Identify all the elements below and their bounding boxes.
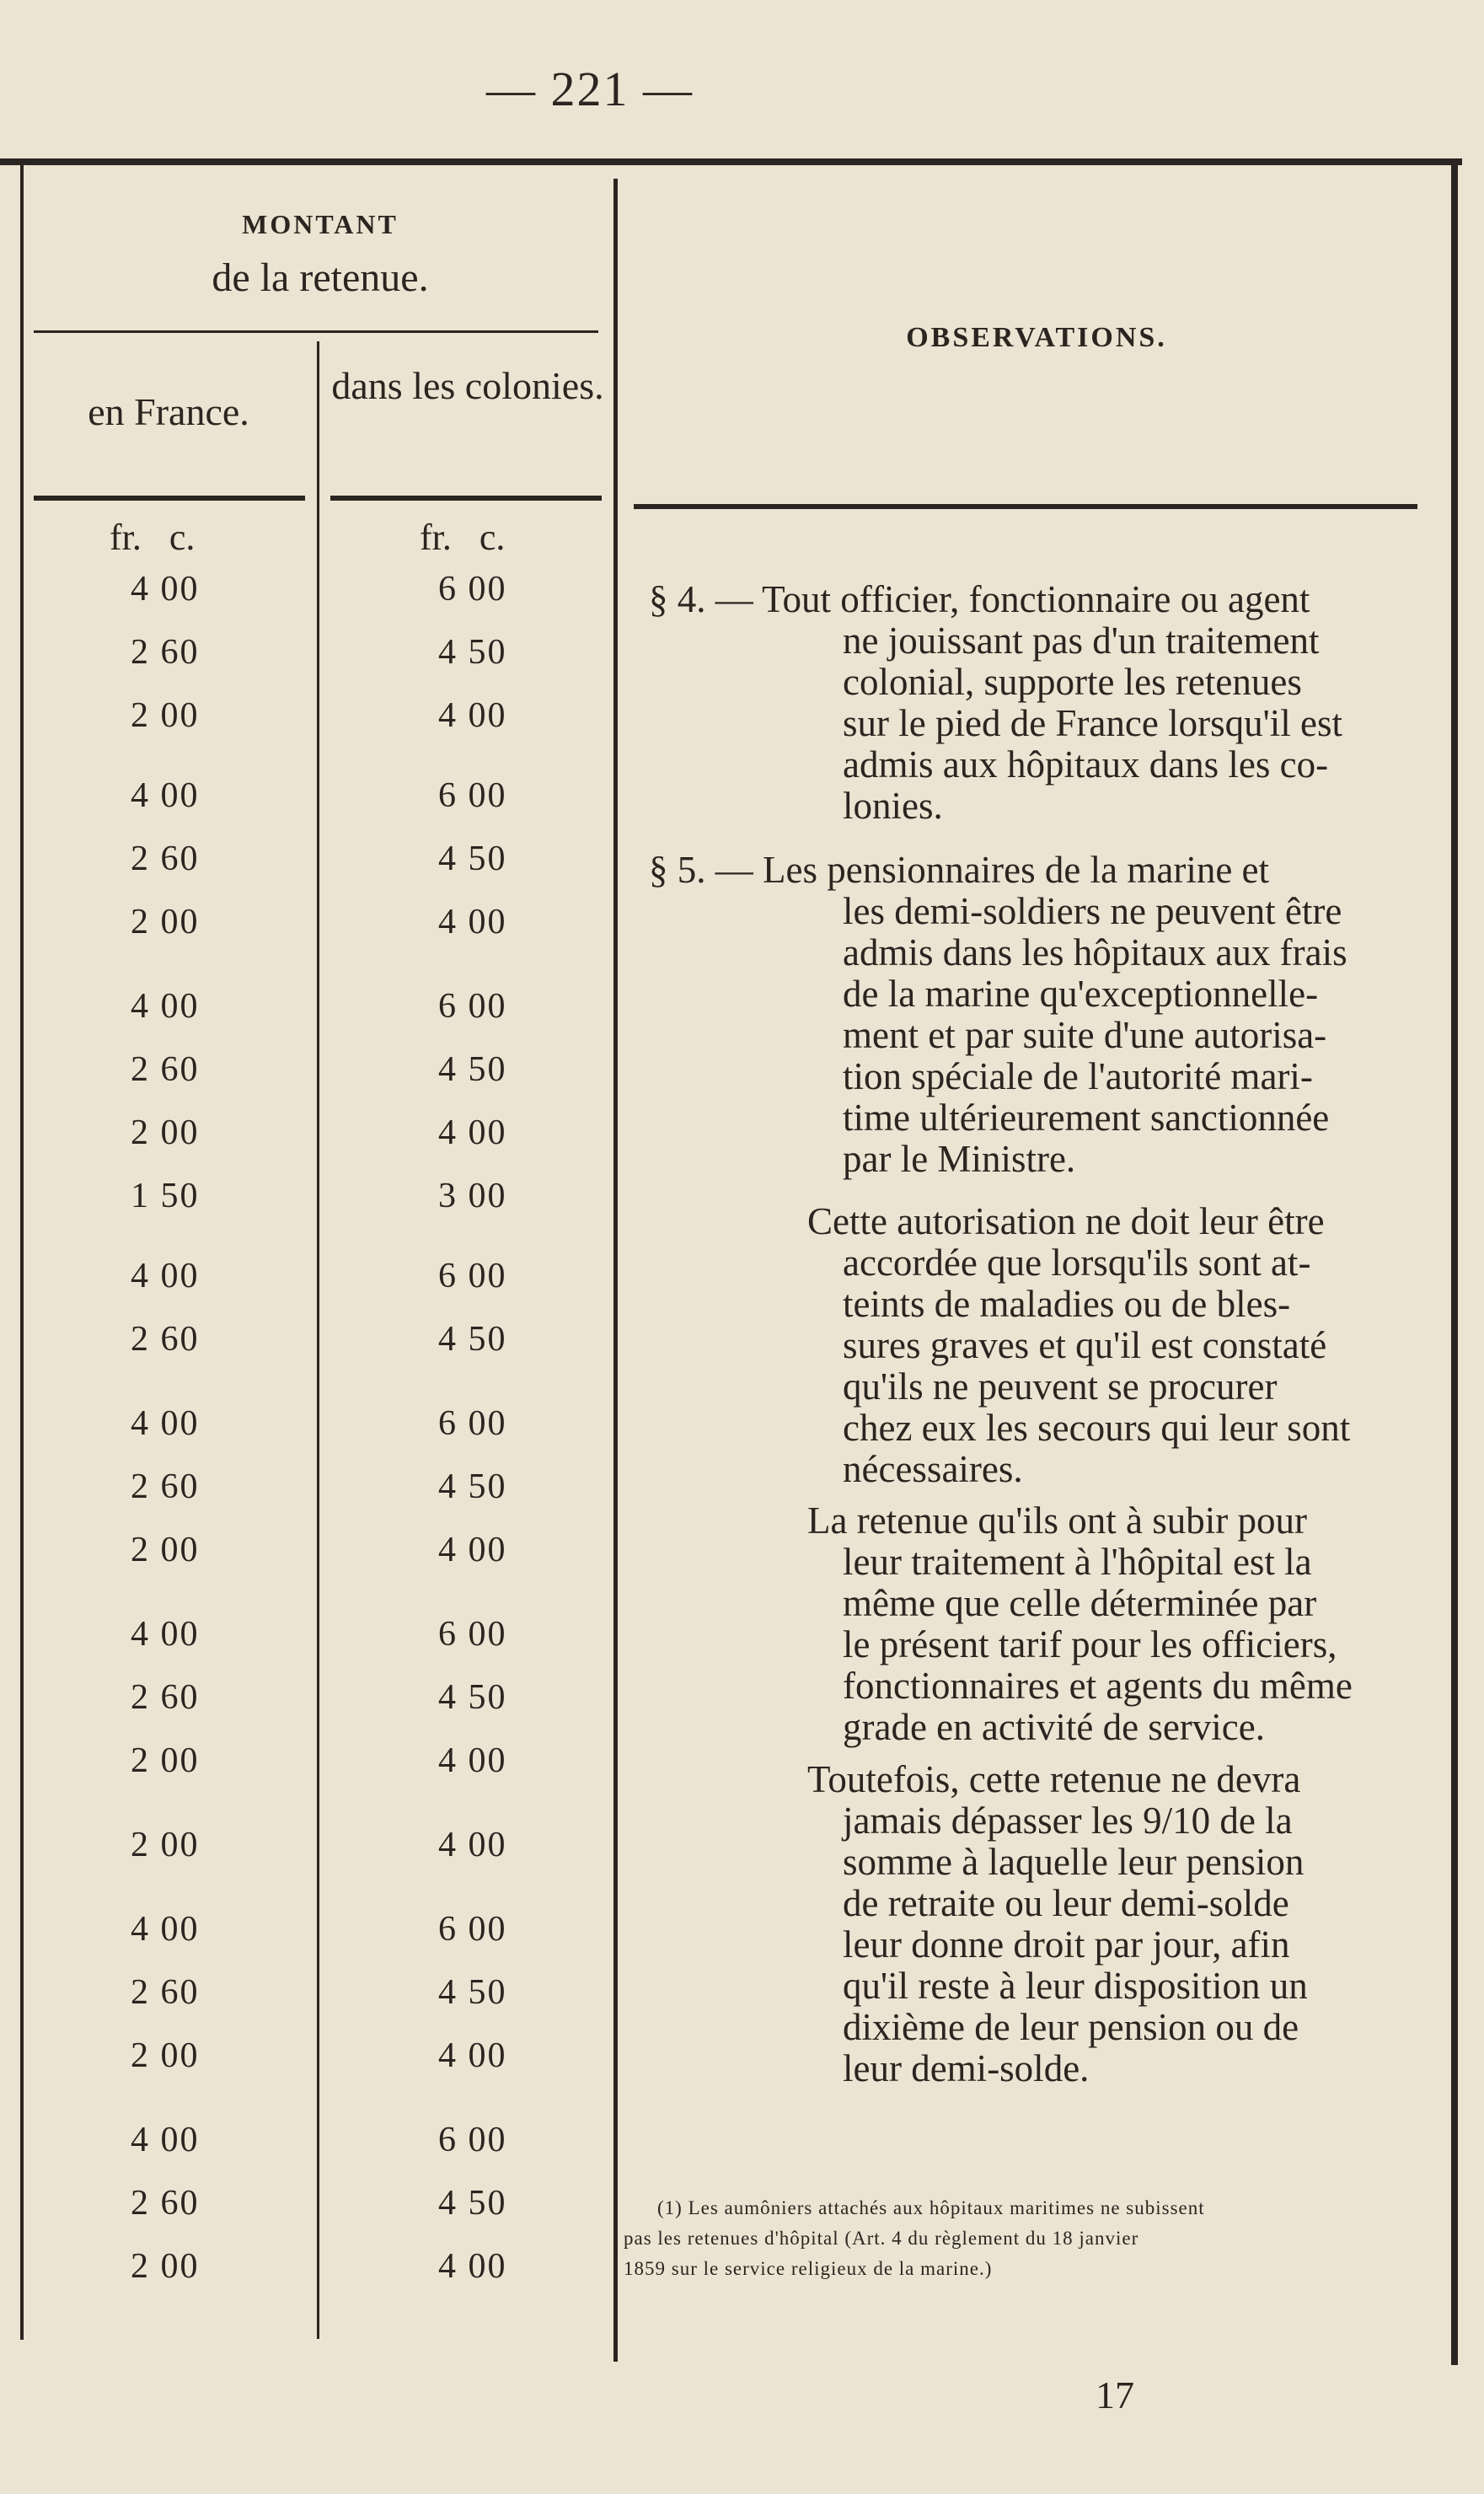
header-dans-les-colonies: dans les colonies.: [331, 364, 604, 407]
rate-france: 2 00: [131, 903, 200, 941]
observation-line: sures graves et qu'il est constaté: [843, 1324, 1327, 1366]
observation-line: dixième de leur pension ou de: [843, 2006, 1299, 2048]
observation-line: qu'il reste à leur disposition un: [843, 1965, 1308, 2007]
signature-mark: 17: [1096, 2373, 1134, 2416]
rate-colonies: 4 50: [438, 839, 507, 878]
footnote-line: pas les retenues d'hôpital (Art. 4 du règlement du 18 janvier: [624, 2228, 1139, 2249]
observation-line: par le Ministre.: [843, 1138, 1076, 1180]
header-en-france: en France.: [88, 390, 249, 433]
rate-colonies: 4 50: [438, 1320, 507, 1359]
rate-france: 4 00: [131, 570, 200, 609]
rate-france: 2 00: [131, 2036, 200, 2075]
observation-line: même que celle déterminée par: [843, 1582, 1317, 1624]
rate-colonies: 4 00: [438, 696, 507, 735]
rate-france: 2 60: [131, 1678, 200, 1717]
observation-line: leur demi-solde.: [843, 2047, 1090, 2089]
observation-line: teints de maladies ou de bles-: [843, 1283, 1291, 1325]
observation-line: de retraite ou leur demi-solde: [843, 1882, 1289, 1924]
header-observations: OBSERVATIONS.: [906, 322, 1167, 353]
rate-france: 4 00: [131, 1257, 200, 1295]
rate-france: 4 00: [131, 1615, 200, 1654]
unit-france: fr. c.: [110, 517, 196, 558]
rate-colonies: 6 00: [438, 2121, 507, 2159]
observation-line: le présent tarif pour les officiers,: [843, 1623, 1337, 1665]
table-left-border: [20, 165, 24, 2340]
observation-line: admis aux hôpitaux dans les co-: [843, 743, 1329, 786]
rate-france: 2 60: [131, 1050, 200, 1089]
observation-line: jamais dépasser les 9/10 de la: [843, 1799, 1293, 1842]
rate-france: 4 00: [131, 2121, 200, 2159]
header-de-la-retenue: de la retenue.: [212, 255, 429, 300]
observation-line: La retenue qu'ils ont à subir pour: [807, 1499, 1307, 1542]
rate-colonies: 6 00: [438, 1404, 507, 1443]
observation-line: Toutefois, cette retenue ne devra: [807, 1758, 1301, 1800]
rate-colonies: 4 00: [438, 1113, 507, 1152]
rate-colonies: 4 50: [438, 1678, 507, 1717]
observation-line: § 5. — Les pensionnaires de la marine et: [649, 849, 1270, 891]
rate-colonies: 6 00: [438, 776, 507, 815]
table-top-rule: [0, 158, 1462, 165]
rate-france: 2 60: [131, 1467, 200, 1506]
rate-france: 2 00: [131, 2247, 200, 2286]
observation-line: § 4. — Tout officier, fonctionnaire ou agent: [649, 578, 1310, 620]
rate-france: 4 00: [131, 776, 200, 815]
observation-line: chez eux les secours qui leur sont: [843, 1407, 1351, 1449]
rate-france: 2 60: [131, 839, 200, 878]
observation-line: fonctionnaires et agents du même: [843, 1665, 1353, 1707]
observation-line: tion spéciale de l'autorité mari-: [843, 1055, 1313, 1097]
observation-line: les demi-soldiers ne peuvent être: [843, 890, 1342, 932]
rate-colonies: 4 50: [438, 1050, 507, 1089]
unit-colonies: fr. c.: [420, 517, 506, 558]
observation-line: sur le pied de France lorsqu'il est: [843, 702, 1342, 744]
rate-colonies: 6 00: [438, 987, 507, 1026]
footnote-line: 1859 sur le service religieux de la marine.): [624, 2258, 993, 2279]
observation-line: somme à laquelle leur pension: [843, 1841, 1305, 1883]
rate-colonies: 4 50: [438, 1973, 507, 2012]
rate-france: 2 00: [131, 696, 200, 735]
rate-colonies: 4 00: [438, 903, 507, 941]
rate-france: 4 00: [131, 987, 200, 1026]
column-divider-observations: [613, 179, 618, 2362]
observation-line: accordée que lorsqu'ils sont at-: [843, 1242, 1311, 1284]
observation-line: colonial, supporte les retenues: [843, 661, 1302, 703]
rate-colonies: 4 50: [438, 1467, 507, 1506]
observation-line: qu'ils ne peuvent se procurer: [843, 1365, 1278, 1408]
rate-france: 2 00: [131, 1531, 200, 1569]
observation-line: Cette autorisation ne doit leur être: [807, 1200, 1325, 1242]
header-rule-france: [34, 496, 305, 501]
rate-colonies: 4 00: [438, 2247, 507, 2286]
column-divider-france: [317, 341, 319, 2339]
observation-line: ne jouissant pas d'un traitement: [843, 619, 1320, 662]
observation-line: admis dans les hôpitaux aux frais: [843, 931, 1347, 973]
rate-france: 2 00: [131, 1826, 200, 1864]
footnote-line: (1) Les aumôniers attachés aux hôpitaux maritimes ne subissent: [657, 2197, 1205, 2218]
rate-france: 4 00: [131, 1404, 200, 1443]
rate-colonies: 6 00: [438, 1910, 507, 1949]
rate-france: 4 00: [131, 1910, 200, 1949]
rate-france: 2 60: [131, 1973, 200, 2012]
rate-colonies: 4 50: [438, 633, 507, 672]
observation-line: grade en activité de service.: [843, 1706, 1265, 1748]
page-number: — 221 —: [486, 62, 694, 116]
observation-line: leur donne droit par jour, afin: [843, 1923, 1290, 1966]
rate-france: 2 00: [131, 1113, 200, 1152]
rate-colonies: 4 50: [438, 2184, 507, 2223]
observation-line: leur traitement à l'hôpital est la: [843, 1541, 1312, 1583]
observation-line: de la marine qu'exceptionnelle-: [843, 973, 1319, 1015]
header-rule-observations: [634, 504, 1417, 509]
rate-france: 2 60: [131, 633, 200, 672]
rate-colonies: 6 00: [438, 1615, 507, 1654]
header-montant: MONTANT: [242, 209, 399, 239]
rate-colonies: 4 00: [438, 2036, 507, 2075]
rate-colonies: 3 00: [438, 1177, 507, 1215]
rate-colonies: 4 00: [438, 1826, 507, 1864]
observation-line: nécessaires.: [843, 1448, 1023, 1490]
montant-under-rule: [34, 330, 598, 333]
header-rule-colonies: [330, 496, 602, 501]
rate-colonies: 6 00: [438, 1257, 507, 1295]
rate-france: 2 60: [131, 1320, 200, 1359]
observation-line: time ultérieurement sanctionnée: [843, 1097, 1330, 1139]
rate-colonies: 6 00: [438, 570, 507, 609]
rate-colonies: 4 00: [438, 1741, 507, 1780]
rate-france: 1 50: [131, 1177, 200, 1215]
observation-line: lonies.: [843, 785, 943, 827]
observation-line: ment et par suite d'une autorisa-: [843, 1014, 1327, 1056]
rate-france: 2 00: [131, 1741, 200, 1780]
rate-colonies: 4 00: [438, 1531, 507, 1569]
rate-france: 2 60: [131, 2184, 200, 2223]
